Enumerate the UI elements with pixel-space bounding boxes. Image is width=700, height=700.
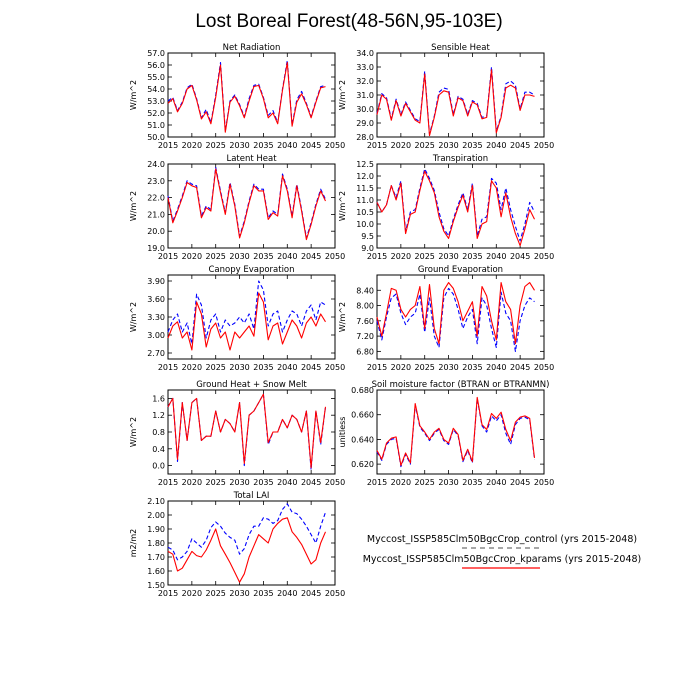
y-tick-label: 0.4 xyxy=(152,444,165,454)
y-tick-label: 12.0 xyxy=(356,172,374,181)
y-tick-label: 7.60 xyxy=(356,316,374,326)
x-tick-label: 2050 xyxy=(533,478,555,487)
y-tick-label: 29.0 xyxy=(356,119,374,128)
x-tick-label: 2040 xyxy=(486,141,507,150)
x-tick-label: 2015 xyxy=(157,141,179,150)
y-tick-label: 7.20 xyxy=(356,332,374,342)
x-tick-label: 2050 xyxy=(324,478,346,487)
x-tick-label: 2030 xyxy=(229,589,250,598)
y-tick-label: 52.0 xyxy=(147,109,165,118)
x-tick-label: 2035 xyxy=(462,252,483,261)
x-tick-label: 2025 xyxy=(414,363,435,372)
x-tick-label: 2015 xyxy=(366,478,388,487)
panel-title: Ground Evaporation xyxy=(417,265,504,275)
y-tick-label: 1.2 xyxy=(152,411,165,421)
y-axis-label: W/m^2 xyxy=(129,301,138,333)
y-axis-label: W/m^2 xyxy=(129,416,138,448)
y-tick-label: 3.00 xyxy=(147,331,165,340)
x-tick-label: 2050 xyxy=(324,363,346,372)
y-tick-label: 24.0 xyxy=(147,160,165,169)
x-tick-label: 2030 xyxy=(438,478,459,487)
x-tick-label: 2050 xyxy=(533,141,555,150)
y-tick-label: 1.50 xyxy=(147,581,165,590)
x-tick-label: 2045 xyxy=(509,252,531,261)
y-tick-label: 21.0 xyxy=(147,210,165,220)
x-tick-label: 2015 xyxy=(157,363,179,372)
x-tick-label: 2015 xyxy=(157,478,179,487)
x-tick-label: 2035 xyxy=(253,363,274,372)
legend-label-control: Myccost_ISSP585Clm50BgcCrop_control (yrs 2015-2048) xyxy=(366,534,638,545)
x-tick-label: 2050 xyxy=(533,363,555,372)
y-tick-label: 20.0 xyxy=(147,227,165,237)
y-tick-label: 19.0 xyxy=(147,244,165,253)
x-tick-label: 2040 xyxy=(277,363,298,372)
y-axis-label: W/m^2 xyxy=(338,190,347,222)
y-tick-label: 22.0 xyxy=(147,193,165,203)
legend-label-kparams: Myccost_ISSP585Clm50BgcCrop_kparams (yrs 2015-2048) xyxy=(362,554,642,565)
y-tick-label: 0.0 xyxy=(152,461,165,471)
x-tick-label: 2045 xyxy=(300,589,322,598)
x-tick-label: 2035 xyxy=(462,478,483,487)
y-axis-label: W/m^2 xyxy=(129,190,138,222)
y-tick-label: 2.00 xyxy=(147,511,165,520)
y-axis-label: m2/m2 xyxy=(129,528,138,558)
x-tick-label: 2045 xyxy=(300,478,322,487)
y-tick-label: 10.5 xyxy=(356,208,374,217)
y-tick-label: 32.0 xyxy=(356,77,374,86)
x-tick-label: 2035 xyxy=(253,252,274,261)
y-tick-label: 0.620 xyxy=(351,460,374,470)
x-tick-label: 2025 xyxy=(205,589,226,598)
x-tick-label: 2030 xyxy=(229,141,250,150)
x-tick-label: 2045 xyxy=(300,363,322,372)
x-tick-label: 2040 xyxy=(277,141,298,150)
x-tick-label: 2040 xyxy=(486,478,507,487)
x-tick-label: 2030 xyxy=(229,363,250,372)
panel-title: Ground Heat + Snow Melt xyxy=(196,380,307,390)
x-tick-label: 2040 xyxy=(277,478,298,487)
x-tick-label: 2040 xyxy=(486,363,507,372)
y-tick-label: 10.0 xyxy=(356,220,374,229)
y-axis-label: unitless xyxy=(338,416,347,448)
x-tick-label: 2045 xyxy=(300,252,322,261)
y-tick-label: 1.60 xyxy=(147,567,165,576)
y-tick-label: 0.680 xyxy=(351,386,374,395)
x-tick-label: 2030 xyxy=(438,363,459,372)
y-tick-label: 11.5 xyxy=(356,184,374,193)
panel-title: Total LAI xyxy=(233,491,270,501)
x-tick-label: 2015 xyxy=(157,589,179,598)
panel-title: Net Radiation xyxy=(222,43,281,53)
x-tick-label: 2025 xyxy=(205,141,226,150)
panel-title: Sensible Heat xyxy=(431,43,490,53)
x-tick-label: 2050 xyxy=(324,252,346,261)
x-tick-label: 2015 xyxy=(366,252,388,261)
x-tick-label: 2025 xyxy=(205,363,226,372)
x-tick-label: 2050 xyxy=(324,589,346,598)
y-tick-label: 54.0 xyxy=(147,85,165,94)
x-tick-label: 2030 xyxy=(229,252,250,261)
x-tick-label: 2025 xyxy=(205,478,226,487)
x-tick-label: 2030 xyxy=(438,252,459,261)
y-tick-label: 12.5 xyxy=(356,160,374,169)
y-tick-label: 1.80 xyxy=(147,539,165,548)
y-tick-label: 57.0 xyxy=(147,49,165,58)
x-tick-label: 2025 xyxy=(414,478,435,487)
y-tick-label: 33.0 xyxy=(356,63,374,72)
y-tick-label: 31.0 xyxy=(356,91,374,100)
x-tick-label: 2015 xyxy=(366,363,388,372)
y-tick-label: 55.0 xyxy=(147,73,165,82)
x-tick-label: 2020 xyxy=(181,589,203,598)
x-tick-label: 2020 xyxy=(390,141,412,150)
x-tick-label: 2035 xyxy=(253,478,274,487)
x-tick-label: 2035 xyxy=(253,141,274,150)
x-tick-label: 2020 xyxy=(390,252,412,261)
x-tick-label: 2045 xyxy=(509,141,531,150)
y-tick-label: 6.80 xyxy=(356,347,374,357)
y-tick-label: 0.660 xyxy=(351,410,374,420)
x-tick-label: 2025 xyxy=(205,252,226,261)
y-tick-label: 1.90 xyxy=(147,525,165,534)
x-tick-label: 2015 xyxy=(366,141,388,150)
y-tick-label: 56.0 xyxy=(147,61,165,70)
x-tick-label: 2030 xyxy=(229,478,250,487)
y-tick-label: 9.5 xyxy=(361,232,374,241)
y-axis-label: W/m^2 xyxy=(129,79,138,111)
x-tick-label: 2045 xyxy=(509,478,531,487)
panel-title: Transpiration xyxy=(432,154,489,164)
y-tick-label: 8.00 xyxy=(356,301,374,311)
panel-title: Latent Heat xyxy=(226,154,277,164)
x-tick-label: 2015 xyxy=(157,252,179,261)
y-tick-label: 1.70 xyxy=(147,553,165,562)
x-tick-label: 2040 xyxy=(486,252,507,261)
y-tick-label: 3.60 xyxy=(147,295,165,304)
y-tick-label: 2.10 xyxy=(147,497,165,506)
y-tick-label: 2.70 xyxy=(147,349,165,358)
x-tick-label: 2035 xyxy=(462,141,483,150)
x-tick-label: 2020 xyxy=(390,478,412,487)
figure-title: Lost Boreal Forest(48-56N,95-103E) xyxy=(195,11,503,32)
x-tick-label: 2040 xyxy=(277,589,298,598)
x-tick-label: 2030 xyxy=(438,141,459,150)
x-tick-label: 2045 xyxy=(300,141,322,150)
y-tick-label: 30.0 xyxy=(356,105,374,114)
y-tick-label: 9.0 xyxy=(361,244,374,253)
y-tick-label: 50.0 xyxy=(147,133,165,142)
y-tick-label: 53.0 xyxy=(147,97,165,106)
y-tick-label: 34.0 xyxy=(356,49,374,58)
y-tick-label: 3.90 xyxy=(147,277,165,286)
x-tick-label: 2035 xyxy=(253,589,274,598)
x-tick-label: 2020 xyxy=(181,363,203,372)
y-axis-label: W/m^2 xyxy=(338,79,347,111)
x-tick-label: 2020 xyxy=(390,363,412,372)
y-axis-label: W/m^2 xyxy=(338,301,347,333)
y-tick-label: 1.6 xyxy=(152,394,165,404)
x-tick-label: 2045 xyxy=(509,363,531,372)
panel-title: Canopy Evaporation xyxy=(208,265,295,275)
x-tick-label: 2020 xyxy=(181,252,203,261)
y-tick-label: 28.0 xyxy=(356,133,374,142)
panel-title: Soil moisture factor (BTRAN or BTRANMN) xyxy=(371,380,550,390)
y-tick-label: 3.30 xyxy=(147,313,165,322)
y-tick-label: 8.40 xyxy=(356,286,374,296)
x-tick-label: 2040 xyxy=(277,252,298,261)
y-tick-label: 0.640 xyxy=(351,435,374,445)
x-tick-label: 2050 xyxy=(533,252,555,261)
y-tick-label: 11.0 xyxy=(356,196,374,205)
x-tick-label: 2050 xyxy=(324,141,346,150)
y-tick-label: 0.8 xyxy=(152,428,165,437)
y-tick-label: 23.0 xyxy=(147,176,165,186)
y-tick-label: 51.0 xyxy=(147,121,165,130)
x-tick-label: 2020 xyxy=(181,141,203,150)
x-tick-label: 2035 xyxy=(462,363,483,372)
x-tick-label: 2020 xyxy=(181,478,203,487)
x-tick-label: 2025 xyxy=(414,141,435,150)
x-tick-label: 2025 xyxy=(414,252,435,261)
